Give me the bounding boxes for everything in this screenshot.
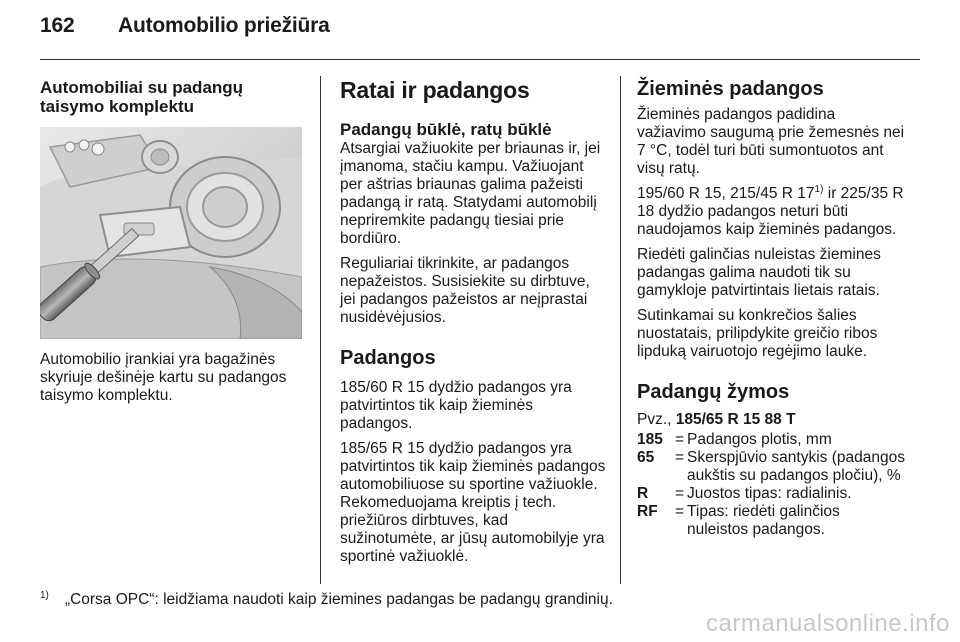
tyre-key: R: [637, 485, 649, 502]
tyre-example: [637, 411, 905, 429]
illustration-caption: Automobilio įrankiai yra bagažinės skyriuje dešinėje kartu su padangos taisymo komplektu.: [40, 351, 287, 404]
paragraph-regular-check: Reguliariai tikrinkite, ar padangos nepažeistos. Susisiekite su dirbtuve, jei padangos pažeistos ar neįprastai nusidėvėjusios.: [340, 255, 590, 326]
paragraph-driving-over-edges: Atsargiai važiuokite per briaunas ir, jei įmanoma, stačiu kampu. Važiuojant per aštrias briaunas galima pažeisti padangą ir ratą. Statydami automobilį nepriremkite padangų tiesiai prie bordiūro.: [340, 140, 601, 247]
section-title-wheels-tyres: Ratai ir padangos: [340, 77, 530, 103]
tyre-key: 65: [637, 449, 655, 466]
page-number: 162: [40, 14, 75, 37]
sizes-text: 195/60 R 15, 215/45 R 17: [637, 185, 815, 202]
paragraph-runflat: Riedėti galinčias nuleistas žiemines padangas galima naudoti tik su gamykloje patvirtintais lietais ratais.: [637, 246, 881, 299]
paragraph-not-winter-sizes: [637, 185, 905, 239]
column-divider-2: [620, 76, 621, 584]
page-title: Automobilio priežiūra: [118, 14, 330, 37]
tyre-desc: Juostos tipas: radialinis.: [687, 485, 852, 502]
tyre-eq: =: [675, 485, 685, 502]
tyre-key: RF: [637, 503, 658, 520]
column-divider-1: [320, 76, 321, 584]
right-column: [637, 78, 905, 539]
tyre-eq: =: [675, 449, 685, 466]
example-code: 185/65 R 15 88 T: [675, 411, 796, 428]
middle-column: [340, 78, 608, 573]
tyre-desc: Skerspjūvio santykis (padangos aukštis su padangos pločiu), %: [687, 449, 905, 484]
paragraph-winter-safety: Žieminės padangos padidina važiavimo saugumą prie žemesnės nei 7 °C, todėl turi būti sumontuotos ant visų ratų.: [637, 106, 905, 177]
subheading-tyre-condition: Padangų būklė, ratų būklė: [340, 120, 552, 139]
example-prefix: Pvz.,: [637, 411, 676, 428]
tyre-desc: Padangos plotis, mm: [687, 431, 832, 448]
footnote: [40, 591, 613, 609]
tyre-key: 185: [637, 431, 663, 448]
paragraph-speed-sticker: Sutinkamai su konkrečios šalies nuostatais, prilipdykite greičio ribos lipduką vairuotojo regėjimo lauke.: [637, 307, 878, 360]
left-column: [40, 78, 312, 116]
section-heading-winter-tyres: Žieminės padangos: [637, 78, 824, 100]
sizes-text-rest: ir 225/35 R 18 dydžio padangos neturi būti naudojamos kaip žieminės padangos.: [637, 185, 904, 238]
footnote-text: „Corsa OPC“: leidžiama naudoti kaip žiemines padangas be padangų grandinių.: [64, 591, 613, 608]
paragraph-185-65: 185/65 R 15 dydžio padangos yra patvirtintos tik kaip žieminės padangos automobiliuose su sportine važiuokle. Rekomeduojama kreiptis į tech. priežiūros dirbtuves, kad sužinotumėte, ar jūsų automobilyje yra sportinė važiuoklė.: [340, 440, 606, 565]
trunk-tool-illustration: [40, 127, 302, 339]
footnote-ref: 1): [814, 183, 824, 195]
section-heading-tyre-markings: Padangų žymos: [637, 381, 790, 403]
tyre-eq: =: [675, 503, 685, 520]
tyre-desc: Tipas: riedėti galinčios nuleistos padangos.: [687, 503, 840, 538]
section-heading-tyres: Padangos: [340, 347, 436, 369]
footnote-mark: 1): [40, 589, 49, 601]
tyre-marking-table: [637, 431, 905, 539]
paragraph-185-60: 185/60 R 15 dydžio padangos yra patvirtintos tik kaip žieminės padangos.: [340, 379, 572, 432]
tyre-eq: =: [675, 431, 685, 448]
section-heading-repair-kit: Automobiliai su padangų taisymo komplektu: [40, 78, 244, 116]
header-rule: [40, 59, 920, 60]
page-header: [40, 14, 330, 38]
watermark: carmanualsonline.info: [706, 610, 950, 637]
